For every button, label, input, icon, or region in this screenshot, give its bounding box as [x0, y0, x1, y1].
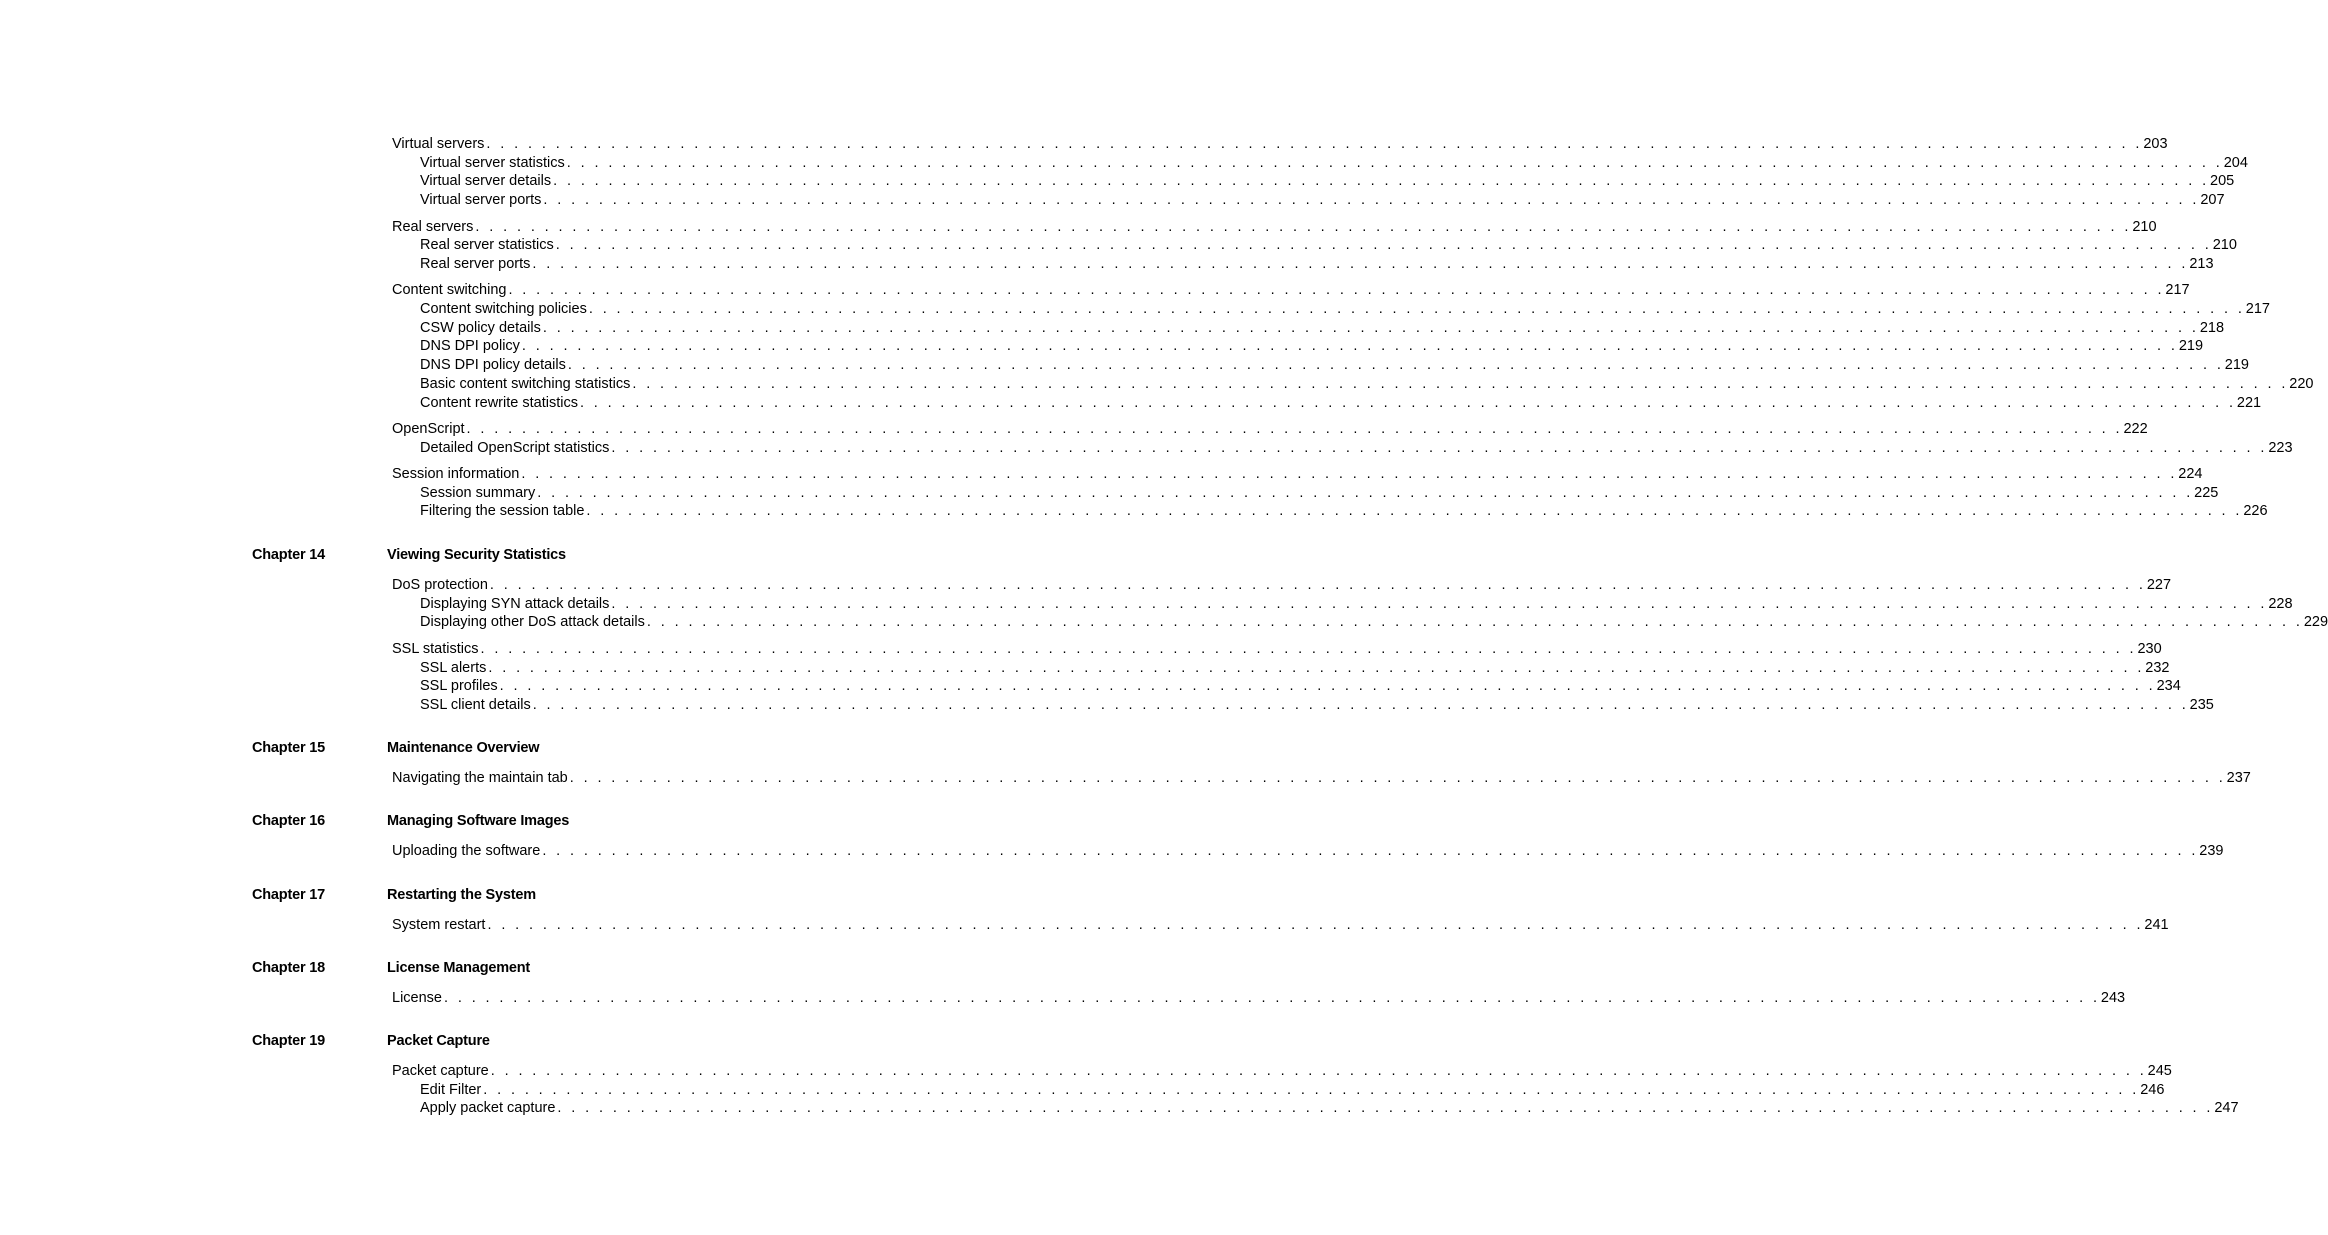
toc-subentry[interactable]	[420, 696, 2214, 715]
toc-subentry[interactable]	[420, 154, 2248, 173]
page-number: 228	[2268, 595, 2293, 612]
toc-subentry[interactable]	[420, 677, 2181, 696]
dot-leader: . . . . . . . . . . . . . . . . . . . . . . . . . . . . . . . . . . . . . . . . . . . . . . . . . . . . . . . . . . . . . . . . . . . . . . . . . . . . . . . . . . . . . . . . . . . . . . . . . . . . . . . . . . . . . . . . . . . . . . . .	[542, 319, 2199, 336]
entry-title: Displaying other DoS attack details	[420, 614, 645, 631]
dot-leader: . . . . . . . . . . . . . . . . . . . . . . . . . . . . . . . . . . . . . . . . . . . . . . . . . . . . . . . . . . . . . . . . . . . . . . . . . . . . . . . . . . . . . . . . . . . . . . . . . . . . . . . . . . . . . . . . . . . . . . . .	[508, 282, 2165, 299]
entry-title: Virtual server details	[420, 173, 552, 190]
dot-leader: . . . . . . . . . . . . . . . . . . . . . . . . . . . . . . . . . . . . . . . . . . . . . . . . . . . . . . . . . . . . . . . . . . . . . . . . . . . . . . . . . . . . . . . . . . . . . . . . . . . . . . . . . . . . . . . . . . . . . . . .	[566, 154, 2223, 171]
chapter-title[interactable]: Restarting the System	[387, 887, 536, 903]
page-number: 229	[2303, 614, 2328, 631]
page-number: 239	[2199, 843, 2224, 859]
entry-title: SSL statistics	[392, 640, 479, 657]
entry-title: SSL profiles	[420, 678, 498, 695]
dot-leader: . . . . . . . . . . . . . . . . . . . . . . . . . . . . . . . . . . . . . . . . . . . . . . . . . . . . . . . . . . . . . . . . . . . . . . . . . . . . . . . . . . . . . . . . . . . . . . . . . . . . . . . . . . . . . . . . . . . . . . . .	[557, 1100, 2214, 1117]
toc-subentry[interactable]	[420, 172, 2235, 191]
dot-leader: . . . . . . . . . . . . . . . . . . . . . . . . . . . . . . . . . . . . . . . . . . . . . . . . . . . . . . . . . . . . . . . . . . . . . . . . . . . . . . . . . . . . . . . . . . . . . . . . . . . . . . . . . . . . . . . . . . . . . . . .	[480, 640, 2137, 657]
chapter-heading	[0, 739, 954, 758]
entry-title: DNS DPI policy details	[420, 357, 566, 374]
dot-leader: . . . . . . . . . . . . . . . . . . . . . . . . . . . . . . . . . . . . . . . . . . . . . . . . . . . . . . . . . . . . . . . . . . . . . . . . . . . . . . . . . . . . . . . . . . . . . . . . . . . . . . . . . . . . . . . . . . . . . . . .	[521, 466, 2178, 482]
toc-subentry[interactable]	[420, 439, 2293, 458]
dot-leader: . . . . . . . . . . . . . . . . . . . . . . . . . . . . . . . . . . . . . . . . . . . . . . . . . . . . . . . . . . . . . . . . . . . . . . . . . . . . . . . . . . . . . . . . . . . . . . . . . . . . . . . . . . . . . . . . . . . . . . . .	[532, 255, 2189, 272]
toc-entry[interactable]	[392, 218, 2157, 237]
dot-leader: . . . . . . . . . . . . . . . . . . . . . . . . . . . . . . . . . . . . . . . . . . . . . . . . . . . . . . . . . . . . . . . . . . . . . . . . . . . . . . . . . . . . . . . . . . . . . . . . . . . . . . . . . . . . . . . . . . . . . . . .	[487, 917, 2144, 933]
chapter-number: Chapter 15	[252, 740, 325, 756]
dot-leader: . . . . . . . . . . . . . . . . . . . . . . . . . . . . . . . . . . . . . . . . . . . . . . . . . . . . . . . . . . . . . . . . . . . . . . . . . . . . . . . . . . . . . . . . . . . . . . . . . . . . . . . . . . . . . . . . . . . . . . . .	[611, 439, 2268, 456]
entry-title: Apply packet capture	[420, 1100, 556, 1117]
page-number: 210	[2132, 218, 2157, 235]
toc-entry[interactable]	[392, 420, 2148, 439]
toc-subentry[interactable]	[420, 502, 2268, 521]
page-number: 224	[2178, 466, 2203, 482]
entry-title: System restart	[392, 917, 486, 933]
chapter-number: Chapter 18	[252, 960, 325, 976]
dot-leader: . . . . . . . . . . . . . . . . . . . . . . . . . . . . . . . . . . . . . . . . . . . . . . . . . . . . . . . . . . . . . . . . . . . . . . . . . . . . . . . . . . . . . . . . . . . . . . . . . . . . . . . . . . . . . . . . . . . . . . . .	[569, 770, 2226, 786]
page-number: 226	[2243, 503, 2268, 520]
chapter-heading	[0, 959, 954, 978]
chapter-heading	[0, 546, 954, 565]
entry-title: Real server statistics	[420, 237, 554, 254]
page-number: 232	[2145, 659, 2170, 676]
page-number: 217	[2245, 301, 2270, 317]
entry-title: Real server ports	[420, 255, 531, 272]
toc-subentry[interactable]	[420, 1081, 2165, 1100]
dot-leader: . . . . . . . . . . . . . . . . . . . . . . . . . . . . . . . . . . . . . . . . . . . . . . . . . . . . . . . . . . . . . . . . . . . . . . . . . . . . . . . . . . . . . . . . . . . . . . . . . . . . . . . . . . . . . . . . . . . . . . . .	[567, 357, 2224, 374]
dot-leader: . . . . . . . . . . . . . . . . . . . . . . . . . . . . . . . . . . . . . . . . . . . . . . . . . . . . . . . . . . . . . . . . . . . . . . . . . . . . . . . . . . . . . . . . . . . . . . . . . . . . . . . . . . . . . . . . . . . . . . . .	[486, 136, 2143, 152]
dot-leader: . . . . . . . . . . . . . . . . . . . . . . . . . . . . . . . . . . . . . . . . . . . . . . . . . . . . . . . . . . . . . . . . . . . . . . . . . . . . . . . . . . . . . . . . . . . . . . . . . . . . . . . . . . . . . . . . . . . . . . . .	[553, 173, 2210, 190]
dot-leader: . . . . . . . . . . . . . . . . . . . . . . . . . . . . . . . . . . . . . . . . . . . . . . . . . . . . . . . . . . . . . . . . . . . . . . . . . . . . . . . . . . . . . . . . . . . . . . . . . . . . . . . . . . . . . . . . . . . . . . . .	[490, 1063, 2147, 1079]
page-number: 205	[2210, 173, 2235, 190]
toc-entry[interactable]	[392, 640, 2162, 659]
dot-leader: . . . . . . . . . . . . . . . . . . . . . . . . . . . . . . . . . . . . . . . . . . . . . . . . . . . . . . . . . . . . . . . . . . . . . . . . . . . . . . . . . . . . . . . . . . . . . . . . . . . . . . . . . . . . . . . . . . . . . . . .	[579, 394, 2236, 411]
toc-entry[interactable]	[392, 465, 2203, 484]
toc-entry[interactable]	[392, 281, 2190, 300]
toc-subentry[interactable]	[420, 613, 2328, 632]
dot-leader: . . . . . . . . . . . . . . . . . . . . . . . . . . . . . . . . . . . . . . . . . . . . . . . . . . . . . . . . . . . . . . . . . . . . . . . . . . . . . . . . . . . . . . . . . . . . . . . . . . . . . . . . . . . . . . . . . . . . . . . .	[483, 1081, 2140, 1098]
page-number: 221	[2236, 394, 2262, 411]
page-number: 245	[2147, 1063, 2172, 1079]
dot-leader: . . . . . . . . . . . . . . . . . . . . . . . . . . . . . . . . . . . . . . . . . . . . . . . . . . . . . . . . . . . . . . . . . . . . . . . . . . . . . . . . . . . . . . . . . . . . . . . . . . . . . . . . . . . . . . . . . . . . . . . .	[646, 614, 2303, 631]
dot-leader: . . . . . . . . . . . . . . . . . . . . . . . . . . . . . . . . . . . . . . . . . . . . . . . . . . . . . . . . . . . . . . . . . . . . . . . . . . . . . . . . . . . . . . . . . . . . . . . . . . . . . . . . . . . . . . . . . . . . . . . .	[521, 338, 2178, 355]
entry-title: License	[392, 990, 442, 1006]
entry-title: Virtual servers	[392, 136, 485, 152]
chapter-number: Chapter 16	[252, 813, 325, 829]
page-number: 225	[2194, 484, 2219, 501]
toc-subentry[interactable]	[420, 1099, 2239, 1118]
toc-entry[interactable]	[392, 135, 2168, 154]
toc-block	[0, 546, 2328, 713]
toc-block	[0, 959, 2126, 1006]
toc-subentry[interactable]	[420, 394, 2262, 413]
page-number: 243	[2100, 990, 2126, 1006]
toc-entry[interactable]	[392, 769, 2251, 788]
entry-title: Filtering the session table	[420, 503, 585, 520]
entry-title: Content switching	[392, 282, 507, 299]
entry-title: Edit Filter	[420, 1081, 482, 1098]
toc-entry[interactable]	[392, 1062, 2172, 1081]
toc-subentry[interactable]	[420, 300, 2270, 319]
chapter-title[interactable]: Maintenance Overview	[387, 740, 540, 756]
chapter-heading	[0, 886, 954, 905]
toc-subentry[interactable]	[420, 356, 2249, 375]
toc-entry[interactable]	[392, 989, 2126, 1008]
page-number: 204	[2223, 154, 2248, 171]
dot-leader: . . . . . . . . . . . . . . . . . . . . . . . . . . . . . . . . . . . . . . . . . . . . . . . . . . . . . . . . . . . . . . . . . . . . . . . . . . . . . . . . . . . . . . . . . . . . . . . . . . . . . . . . . . . . . . . . . . . . . . . .	[555, 237, 2212, 254]
chapter-heading	[0, 812, 954, 831]
dot-leader: . . . . . . . . . . . . . . . . . . . . . . . . . . . . . . . . . . . . . . . . . . . . . . . . . . . . . . . . . . . . . . . . . . . . . . . . . . . . . . . . . . . . . . . . . . . . . . . . . . . . . . . . . . . . . . . . . . . . . . . .	[611, 595, 2268, 612]
toc-entry[interactable]	[392, 842, 2224, 861]
toc-subentry[interactable]	[420, 337, 2204, 356]
page-number: 220	[2289, 375, 2314, 392]
page-number: 237	[2226, 770, 2251, 786]
toc-subentry[interactable]	[420, 375, 2314, 394]
toc-subentry[interactable]	[420, 595, 2293, 614]
entry-title: OpenScript	[392, 420, 465, 437]
chapter-number: Chapter 17	[252, 887, 325, 903]
entry-title: SSL client details	[420, 696, 531, 713]
page-number: 217	[2165, 282, 2190, 299]
chapter-title[interactable]: License Management	[387, 960, 531, 976]
page-number: 227	[2146, 577, 2172, 593]
entry-title: Virtual server ports	[420, 192, 542, 209]
page-number: 203	[2143, 136, 2168, 152]
dot-leader: . . . . . . . . . . . . . . . . . . . . . . . . . . . . . . . . . . . . . . . . . . . . . . . . . . . . . . . . . . . . . . . . . . . . . . . . . . . . . . . . . . . . . . . . . . . . . . . . . . . . . . . . . . . . . . . . . . . . . . . .	[443, 990, 2100, 1006]
entry-title: DNS DPI policy	[420, 338, 520, 355]
page-number: 223	[2268, 439, 2293, 456]
page-number: 219	[2224, 357, 2249, 374]
page-number: 247	[2214, 1100, 2239, 1117]
page-number: 207	[2200, 192, 2225, 209]
entry-title: Displaying SYN attack details	[420, 595, 610, 612]
dot-leader: . . . . . . . . . . . . . . . . . . . . . . . . . . . . . . . . . . . . . . . . . . . . . . . . . . . . . . . . . . . . . . . . . . . . . . . . . . . . . . . . . . . . . . . . . . . . . . . . . . . . . . . . . . . . . . . . . . . . . . . .	[542, 843, 2199, 859]
entry-title: Content rewrite statistics	[420, 394, 578, 411]
toc-subentry[interactable]	[420, 659, 2170, 678]
toc-subentry[interactable]	[420, 191, 2225, 210]
chapter-number: Chapter 14	[252, 547, 325, 563]
dot-leader: . . . . . . . . . . . . . . . . . . . . . . . . . . . . . . . . . . . . . . . . . . . . . . . . . . . . . . . . . . . . . . . . . . . . . . . . . . . . . . . . . . . . . . . . . . . . . . . . . . . . . . . . . . . . . . . . . . . . . . . .	[488, 659, 2145, 676]
dot-leader: . . . . . . . . . . . . . . . . . . . . . . . . . . . . . . . . . . . . . . . . . . . . . . . . . . . . . . . . . . . . . . . . . . . . . . . . . . . . . . . . . . . . . . . . . . . . . . . . . . . . . . . . . . . . . . . . . . . . . . . .	[489, 577, 2146, 593]
toc-subentry[interactable]	[420, 255, 2214, 274]
entry-title: DoS protection	[392, 577, 488, 593]
chapter-heading	[0, 1032, 954, 1051]
dot-leader: . . . . . . . . . . . . . . . . . . . . . . . . . . . . . . . . . . . . . . . . . . . . . . . . . . . . . . . . . . . . . . . . . . . . . . . . . . . . . . . . . . . . . . . . . . . . . . . . . . . . . . . . . . . . . . . . . . . . . . . .	[532, 696, 2189, 713]
page-number: 213	[2189, 255, 2214, 272]
chapter-title[interactable]: Managing Software Images	[387, 813, 570, 829]
toc-subentry[interactable]	[420, 319, 2225, 338]
toc-block	[0, 1032, 2239, 1117]
entry-title: SSL alerts	[420, 659, 487, 676]
page-number: 235	[2189, 696, 2214, 713]
page-number: 246	[2140, 1081, 2165, 1098]
page-number: 218	[2199, 319, 2225, 336]
dot-leader: . . . . . . . . . . . . . . . . . . . . . . . . . . . . . . . . . . . . . . . . . . . . . . . . . . . . . . . . . . . . . . . . . . . . . . . . . . . . . . . . . . . . . . . . . . . . . . . . . . . . . . . . . . . . . . . . . . . . . . . .	[543, 192, 2200, 209]
entry-title: Content switching policies	[420, 301, 587, 317]
entry-title: Real servers	[392, 218, 474, 235]
chapter-title[interactable]: Packet Capture	[387, 1033, 490, 1049]
toc-block	[0, 812, 2224, 859]
entry-title: CSW policy details	[420, 319, 541, 336]
dot-leader: . . . . . . . . . . . . . . . . . . . . . . . . . . . . . . . . . . . . . . . . . . . . . . . . . . . . . . . . . . . . . . . . . . . . . . . . . . . . . . . . . . . . . . . . . . . . . . . . . . . . . . . . . . . . . . . . . . . . . . . .	[586, 503, 2243, 520]
page-number: 222	[2123, 420, 2148, 437]
entry-title: Uploading the software	[392, 843, 541, 859]
entry-title: Session information	[392, 466, 520, 482]
entry-title: Session summary	[420, 484, 536, 501]
page-number: 219	[2178, 338, 2204, 355]
dot-leader: . . . . . . . . . . . . . . . . . . . . . . . . . . . . . . . . . . . . . . . . . . . . . . . . . . . . . . . . . . . . . . . . . . . . . . . . . . . . . . . . . . . . . . . . . . . . . . . . . . . . . . . . . . . . . . . . . . . . . . . .	[632, 375, 2289, 392]
chapter-number: Chapter 19	[252, 1033, 325, 1049]
toc-block	[0, 739, 2251, 786]
toc-subentry[interactable]	[420, 236, 2237, 255]
page-number: 241	[2144, 917, 2169, 933]
entry-title: Navigating the maintain tab	[392, 770, 568, 786]
entry-title: Virtual server statistics	[420, 154, 565, 171]
toc-block	[0, 886, 2169, 933]
dot-leader: . . . . . . . . . . . . . . . . . . . . . . . . . . . . . . . . . . . . . . . . . . . . . . . . . . . . . . . . . . . . . . . . . . . . . . . . . . . . . . . . . . . . . . . . . . . . . . . . . . . . . . . . . . . . . . . . . . . . . . . .	[588, 301, 2245, 317]
toc-entry[interactable]	[392, 916, 2169, 935]
page-number: 230	[2137, 640, 2162, 657]
entry-title: Basic content switching statistics	[420, 375, 631, 392]
chapter-title[interactable]: Viewing Security Statistics	[387, 547, 566, 563]
dot-leader: . . . . . . . . . . . . . . . . . . . . . . . . . . . . . . . . . . . . . . . . . . . . . . . . . . . . . . . . . . . . . . . . . . . . . . . . . . . . . . . . . . . . . . . . . . . . . . . . . . . . . . . . . . . . . . . . . . . . . . . .	[475, 218, 2132, 235]
entry-title: Detailed OpenScript statistics	[420, 439, 610, 456]
toc-entry[interactable]	[392, 576, 2172, 595]
dot-leader: . . . . . . . . . . . . . . . . . . . . . . . . . . . . . . . . . . . . . . . . . . . . . . . . . . . . . . . . . . . . . . . . . . . . . . . . . . . . . . . . . . . . . . . . . . . . . . . . . . . . . . . . . . . . . . . . . . . . . . . .	[499, 678, 2156, 695]
dot-leader: . . . . . . . . . . . . . . . . . . . . . . . . . . . . . . . . . . . . . . . . . . . . . . . . . . . . . . . . . . . . . . . . . . . . . . . . . . . . . . . . . . . . . . . . . . . . . . . . . . . . . . . . . . . . . . . . . . . . . . . .	[466, 420, 2123, 437]
entry-title: Packet capture	[392, 1063, 489, 1079]
dot-leader: . . . . . . . . . . . . . . . . . . . . . . . . . . . . . . . . . . . . . . . . . . . . . . . . . . . . . . . . . . . . . . . . . . . . . . . . . . . . . . . . . . . . . . . . . . . . . . . . . . . . . . . . . . . . . . . . . . . . . . . .	[537, 484, 2194, 501]
page-number: 210	[2212, 237, 2237, 254]
page-number: 234	[2156, 678, 2181, 695]
toc-subentry[interactable]	[420, 484, 2219, 503]
